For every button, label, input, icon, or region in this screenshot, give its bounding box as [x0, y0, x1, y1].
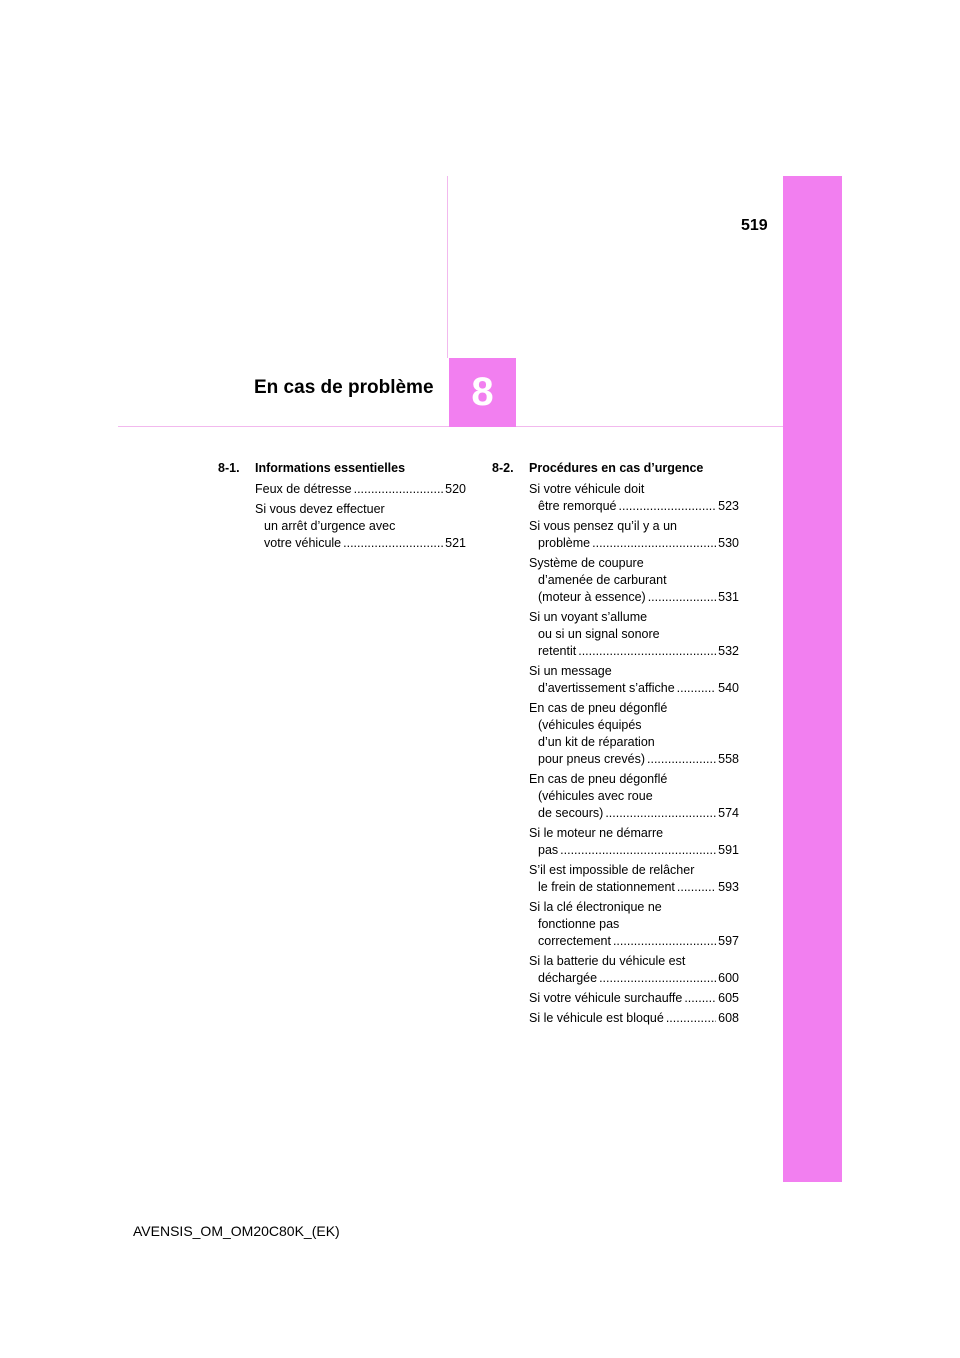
toc-entry-text: de secours): [538, 806, 604, 820]
chapter-side-tab: [783, 176, 842, 1182]
toc-entry-text: Si la batterie du véhicule est: [529, 954, 686, 968]
toc-entry-text: correctement: [538, 934, 611, 948]
dot-leader: [648, 589, 716, 606]
toc-entry-page: 531: [718, 590, 739, 604]
dot-leader: [619, 498, 717, 515]
toc-entry-text: le frein de stationnement: [538, 880, 675, 894]
dot-leader: [613, 933, 716, 950]
toc-entry-page: 593: [718, 880, 739, 894]
toc-entry[interactable]: [529, 518, 739, 552]
toc-entry-page: 608: [718, 1011, 739, 1025]
section-number: 8-2.: [492, 461, 514, 475]
toc-entry[interactable]: [255, 481, 466, 498]
toc-entry-text: Si votre véhicule doit: [529, 482, 645, 496]
toc-entry-text: Si le moteur ne démarre: [529, 826, 664, 840]
toc-entry-text: d’avertissement s’affiche: [538, 681, 675, 695]
toc-entry-text: Si vous devez effectuer: [255, 502, 385, 516]
chapter-number: 8: [471, 370, 494, 414]
toc-entry-page: 605: [718, 991, 739, 1005]
toc-entry-page: 521: [445, 536, 466, 550]
dot-leader: [666, 1010, 716, 1027]
toc-entry-page: 558: [718, 752, 739, 766]
toc-entry-text: d’amenée de carburant: [538, 573, 667, 587]
chapter-title: En cas de problème: [254, 377, 434, 398]
toc-entry-text: pas: [538, 843, 559, 857]
section-title: Procédures en cas d’urgence: [529, 461, 704, 475]
section-heading: [492, 460, 739, 477]
toc-entry-text: (véhicules équipés: [538, 718, 642, 732]
toc-entry[interactable]: [529, 953, 739, 987]
dot-leader: [560, 842, 716, 859]
toc-entry-page: 597: [718, 934, 739, 948]
toc-entry-page: 540: [718, 681, 739, 695]
toc-section-8-1: [218, 460, 466, 555]
section-heading: [218, 460, 466, 477]
dot-leader: [647, 751, 716, 768]
toc-entry-text: En cas de pneu dégonflé: [529, 772, 668, 786]
toc-entry-text: fonctionne pas: [538, 917, 620, 931]
toc-entry-text: Système de coupure: [529, 556, 644, 570]
toc-entry-page: 591: [718, 843, 739, 857]
toc-entry[interactable]: [529, 481, 739, 515]
toc-entry-text: S’il est impossible de relâcher: [529, 863, 695, 877]
toc-entry-text: d’un kit de réparation: [538, 735, 655, 749]
toc-entry-text: être remorqué: [538, 499, 617, 513]
toc-entry-page: 574: [718, 806, 739, 820]
toc-entry-text: ou si un signal sonore: [538, 627, 660, 641]
toc-entry-text: Si un message: [529, 664, 612, 678]
dot-leader: [592, 535, 716, 552]
toc-entry-text: votre véhicule: [264, 536, 342, 550]
dot-leader: [599, 970, 716, 987]
toc-entry-text: retentit: [538, 644, 577, 658]
toc-entry[interactable]: [529, 1010, 739, 1027]
toc-entry-text: un arrêt d’urgence avec: [264, 519, 396, 533]
dot-leader: [677, 680, 717, 697]
toc-entry[interactable]: [529, 862, 739, 896]
section-title: Informations essentielles: [255, 461, 406, 475]
toc-entry-page: 530: [718, 536, 739, 550]
toc-entry-page: 523: [718, 499, 739, 513]
toc-entry[interactable]: [529, 700, 739, 768]
dot-leader: [578, 643, 716, 660]
toc-entry[interactable]: [529, 663, 739, 697]
toc-entry-text: En cas de pneu dégonflé: [529, 701, 668, 715]
toc-entry[interactable]: [529, 771, 739, 822]
document-footer: AVENSIS_OM_OM20C80K_(EK): [133, 1223, 340, 1239]
toc-entry-page: 532: [718, 644, 739, 658]
toc-entry-text: Si un voyant s’allume: [529, 610, 648, 624]
toc-entry-text: pour pneus crevés): [538, 752, 646, 766]
toc-entry[interactable]: [529, 899, 739, 950]
dot-leader: [684, 990, 716, 1007]
toc-entry[interactable]: [529, 825, 739, 859]
toc-entry-text: Si vous pensez qu’il y a un: [529, 519, 678, 533]
toc-entry-page: 520: [445, 482, 466, 496]
dot-leader: [605, 805, 716, 822]
toc-entry-text: Feux de détresse: [255, 482, 352, 496]
header-vertical-rule: [447, 176, 448, 358]
toc-entry-text: (véhicules avec roue: [538, 789, 653, 803]
toc-entry[interactable]: [255, 501, 466, 552]
toc-entry-page: 600: [718, 971, 739, 985]
chapter-number-box: [449, 358, 516, 427]
toc-entry[interactable]: [529, 609, 739, 660]
toc-entry-text: Si le véhicule est bloqué: [529, 1011, 664, 1025]
toc-entry-text: Si votre véhicule surchauffe: [529, 991, 683, 1005]
toc-entry[interactable]: [529, 990, 739, 1007]
section-number: 8-1.: [218, 461, 240, 475]
toc-entry-text: Si la clé électronique ne: [529, 900, 662, 914]
toc-section-8-2: [492, 460, 739, 1030]
toc-entry-text: problème: [538, 536, 591, 550]
toc-entry[interactable]: [529, 555, 739, 606]
toc-entry-text: déchargée: [538, 971, 598, 985]
dot-leader: [677, 879, 716, 896]
dot-leader: [343, 535, 443, 552]
dot-leader: [354, 481, 444, 498]
toc-entry-text: (moteur à essence): [538, 590, 646, 604]
page-number: 519: [741, 217, 768, 234]
